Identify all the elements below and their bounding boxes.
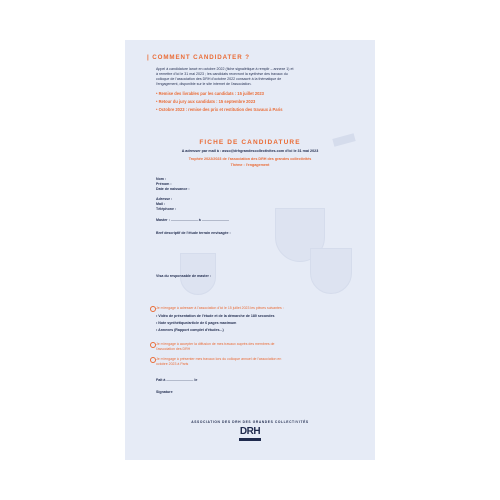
field-mail: Mail : <box>156 202 166 206</box>
signature-label: Signature <box>156 390 173 394</box>
field-telephone: Téléphone : <box>156 207 177 211</box>
trophy-decoration <box>310 248 352 294</box>
commit-label: l'association des DRH <box>156 347 191 351</box>
deadline-bullet: • Retour du jury aux candidats : 15 septembre 2023 <box>156 99 256 104</box>
theme-line: Thème : l'engagement <box>230 163 270 167</box>
intro-line: à remettre d'ici le 31 mai 2023 ; les candidats recevront la synthèse des travaux du <box>156 72 288 76</box>
intro-line: l'engagement, disponible sur le site internet de l'association. <box>156 82 252 86</box>
deadline-bullet: • Octobre 2023 : remise des prix et restitution des travaux à Paris <box>156 107 283 112</box>
commit-item: • Note synthétique/article de 6 pages maximum <box>156 321 237 325</box>
intro-line: colloque de l'association des DRH d'octobre 2022 consacré à la thématique de <box>156 77 282 81</box>
commit-item: • Annexes (Rapport complet d'études...) <box>156 328 224 332</box>
field-date-naissance: Date de naissance : <box>156 187 190 191</box>
fait-line: Fait à ........................... le <box>156 378 198 382</box>
field-adresse: Adresse : <box>156 197 173 201</box>
intro-line: Appel à candidature lancé en octobre 2022 (fiche signalétique à remplir – annexe 1) et <box>156 67 294 71</box>
candidature-sheet <box>125 40 375 460</box>
logo-text: DRH <box>239 426 261 437</box>
field-visa: Visa du responsable de master : <box>156 274 212 278</box>
deadline-bullet: • Remise des livrables par les candidats : 15 juillet 2023 <box>156 91 264 96</box>
field-master: Master : ........................... à ........................... <box>156 218 229 222</box>
trophy-line: Trophée 2022/2023 de l'association des DRH des grandes collectivités <box>188 157 312 161</box>
commit-item: • Vidéo de présentation de l'étude et de la démarche de 180 secondes <box>156 314 275 318</box>
commit-label: Je m'engage à accepter la diffusion de mes travaux auprès des membres de <box>156 342 275 346</box>
field-brief: Bref descriptif de l'étude terrain envisagée : <box>156 231 231 235</box>
commit-label: Je m'engage à présenter mes travaux lors du colloque annuel de l'association en <box>156 357 282 361</box>
mail-line: A adresser par mail à : asso@drhgrandescollectivites.com d'ici le 31 mai 2023 <box>181 149 319 153</box>
association-name: ASSOCIATION DES DRH DES GRANDES COLLECTIVITÉS <box>191 420 309 424</box>
commit-label: octobre 2023 à Paris <box>156 362 189 366</box>
logo-bar <box>239 438 261 441</box>
drh-logo <box>235 426 265 450</box>
commit-label: Je m'engage à adresser à l'association d'ici le 15 juillet 2023 les pièces suivantes : <box>156 306 284 310</box>
section-title: | COMMENT CANDIDATER ? <box>147 54 250 61</box>
form-title: FICHE DE CANDIDATURE <box>199 139 301 146</box>
field-prenom: Prénom : <box>156 182 172 186</box>
field-nom: Nom : <box>156 177 167 181</box>
